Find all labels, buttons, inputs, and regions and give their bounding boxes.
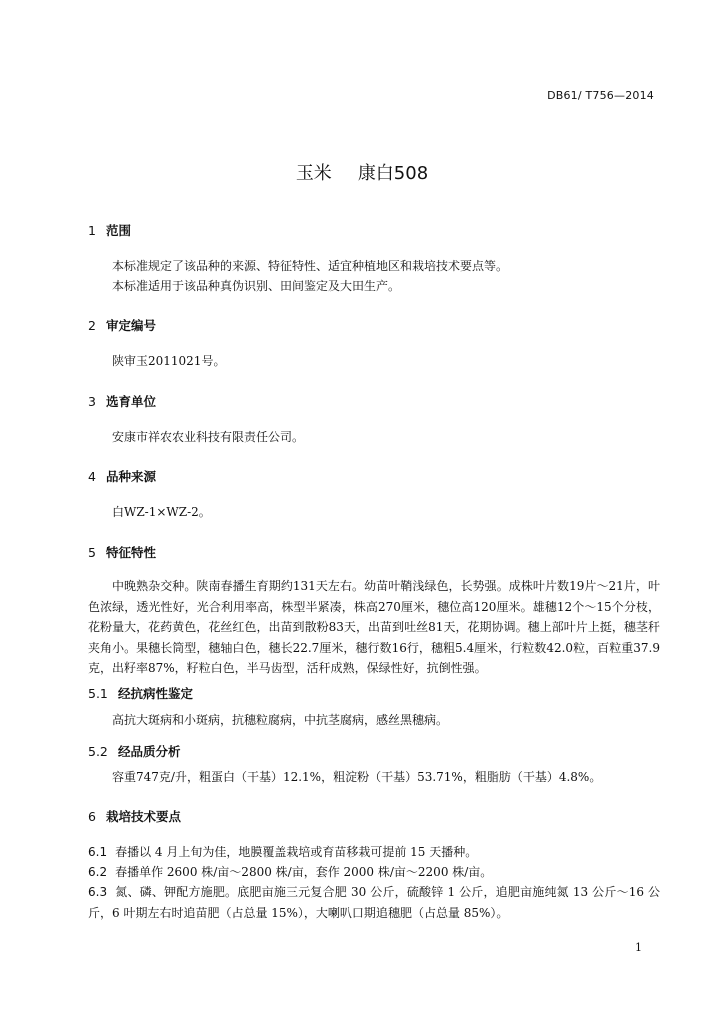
subsection-number: 5.2 bbox=[88, 744, 108, 759]
section-number: 2 bbox=[88, 318, 96, 333]
subsection-heading-5-1 bbox=[88, 684, 193, 702]
subsection-title: 经抗病性鉴定 bbox=[118, 686, 194, 701]
quality-analysis-text: 容重747克/升，粗蛋白（干基）12.1%，粗淀粉（干基）53.71%，粗脂肪（干基）4.8%。 bbox=[112, 770, 602, 784]
section-heading-2 bbox=[88, 316, 156, 334]
section-heading-4 bbox=[88, 467, 156, 485]
section-heading-6 bbox=[88, 807, 181, 825]
section-title: 品种来源 bbox=[106, 469, 157, 484]
approval-number: 陕审玉2011021号。 bbox=[112, 354, 226, 368]
section-number: 1 bbox=[88, 223, 96, 238]
breeding-unit: 安康市祥农农业科技有限责任公司。 bbox=[112, 430, 305, 444]
subsection-heading-5-2 bbox=[88, 742, 181, 760]
standard-code: DB61/ T756—2014 bbox=[547, 89, 654, 102]
item-number: 6.3 bbox=[88, 885, 108, 899]
section-title: 特征特性 bbox=[106, 545, 157, 560]
section-number: 6 bbox=[88, 809, 96, 824]
subsection-number: 5.1 bbox=[88, 686, 108, 701]
item-number: 6.1 bbox=[88, 845, 108, 859]
cultivation-item-6-1 bbox=[88, 842, 660, 863]
section-heading-3 bbox=[88, 392, 156, 410]
scope-line-1: 本标准规定了该品种的来源、特征特性、适宜种植地区和栽培技术要点等。 bbox=[112, 259, 509, 273]
page-number: 1 bbox=[635, 941, 642, 954]
title-variety: 康白508 bbox=[357, 163, 429, 184]
section-number: 5 bbox=[88, 545, 96, 560]
variety-origin: 白WZ-1×WZ-2。 bbox=[112, 505, 211, 519]
scope-line-2: 本标准适用于该品种真伪识别、田间鉴定及大田生产。 bbox=[112, 279, 401, 293]
item-text: 氮、磷、钾配方施肥。底肥亩施三元复合肥 30 公斤，硫酸锌 1 公斤，追肥亩施纯氮 13 公斤～16 公斤，6 叶期左右时追苗肥（占总量 15%），大喇叭口期追穗肥（占总量 85%）。 bbox=[88, 885, 660, 920]
section-title: 范围 bbox=[106, 223, 132, 238]
title-crop: 玉米 bbox=[295, 163, 332, 184]
cultivation-item-6-3 bbox=[88, 882, 660, 923]
page-title bbox=[0, 159, 724, 185]
section-heading-1 bbox=[88, 221, 131, 239]
characteristics-paragraph: 中晚熟杂交种。陕南春播生育期约131天左右。幼苗叶鞘浅绿色，长势强。成株叶片数19片～21片，叶色浓绿，透光性好，光合利用率高，株型半紧凑，株高270厘米，穗位高120厘米。雄穗12个～15个分枝，花粉量大，花药黄色，花丝红色，出苗到散粉83天，出苗到吐丝81天，花期协调。穗上部叶片上挺，穗茎秆夹角小。果穗长筒型，穗轴白色，穗长22.7厘米，穗行数16行，穗粗5.4厘米，行粒数42.0粒，百粒重37.9克，出籽率87%，籽粒白色，半马齿型，活秆成熟，保绿性好，抗倒性强。 bbox=[88, 579, 660, 675]
item-number: 6.2 bbox=[88, 865, 108, 879]
item-text: 春播以 4 月上旬为佳，地膜覆盖栽培或育苗移栽可提前 15 天播种。 bbox=[115, 845, 478, 859]
cultivation-item-6-2 bbox=[88, 862, 660, 883]
item-text: 春播单作 2600 株/亩～2800 株/亩，套作 2000 株/亩～2200 株/亩。 bbox=[115, 865, 493, 879]
subsection-title: 经品质分析 bbox=[118, 744, 181, 759]
section-heading-5 bbox=[88, 543, 156, 561]
section-title: 选育单位 bbox=[106, 394, 157, 409]
section-title: 审定编号 bbox=[106, 318, 157, 333]
section-number: 4 bbox=[88, 469, 96, 484]
section-number: 3 bbox=[88, 394, 96, 409]
disease-resistance-text: 高抗大斑病和小斑病，抗穗粒腐病，中抗茎腐病，感丝黑穗病。 bbox=[112, 713, 449, 727]
section-title: 栽培技术要点 bbox=[106, 809, 182, 824]
